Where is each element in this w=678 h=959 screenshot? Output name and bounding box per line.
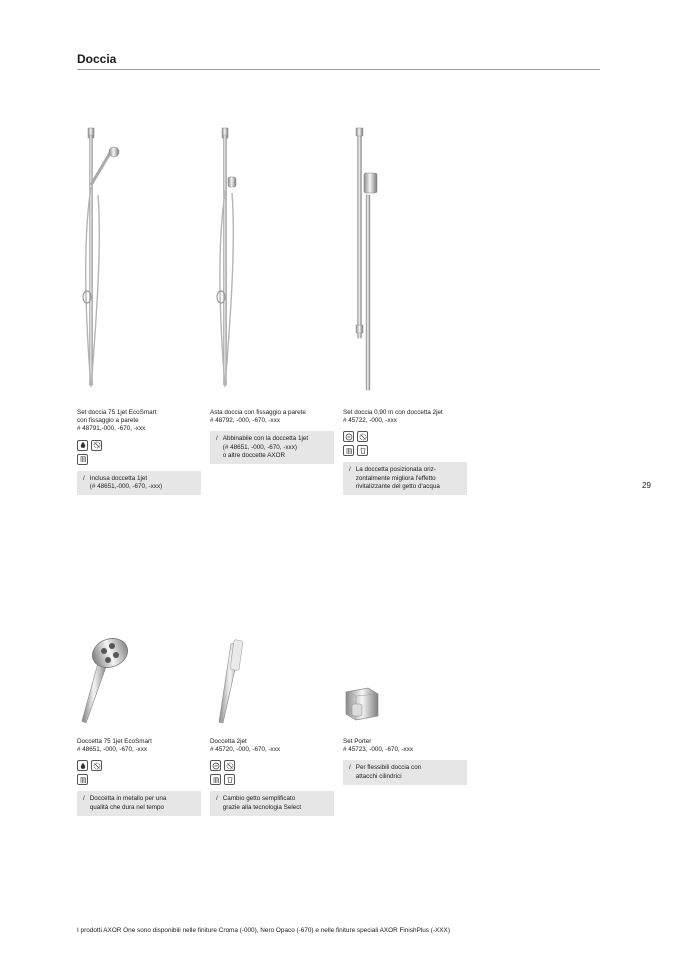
product-caption: Doccetta 2jet # 45720, -000, -670, -xxx <box>210 738 281 754</box>
select-icon <box>343 431 354 442</box>
product-card-hand-shower-2jet <box>210 738 334 816</box>
select-icon <box>210 760 221 771</box>
product-note: / Per flessibili doccia con attacchi cilindrici <box>343 760 467 784</box>
product-card-shower-set-2jet <box>343 409 467 495</box>
metal-icon <box>357 445 368 456</box>
ecosmart-icon <box>77 760 88 771</box>
product-caption: Set Porter # 45723, -000, -670, -xxx <box>343 738 414 754</box>
jet-icon <box>357 431 368 442</box>
product-caption: Doccetta 75 1jet EcoSmart # 48651, -000, -670, -xxx <box>77 738 152 754</box>
product-card-wall-bar <box>210 409 334 464</box>
product-caption: Set doccia 0,90 m con doccetta 2jet # 45722, -000, -xxx <box>343 409 443 425</box>
product-note: / Cambio getto semplificato grazie alla tecnologia Select <box>210 791 334 815</box>
hand-shower-1jet-image <box>76 633 132 725</box>
product-card-hand-shower-1jet <box>77 738 201 816</box>
title-divider <box>77 69 600 70</box>
hand-shower-2jet-image <box>215 636 245 726</box>
product-note: / La doccetta posizionata oriz- zontalmente migliora l'effetto rivitalizzante del getto d'acqua <box>343 462 467 495</box>
jet-icon <box>224 760 235 771</box>
shower-set-1jet-image <box>78 125 128 393</box>
wall-bar-image <box>210 125 250 393</box>
porter-set-image <box>342 686 382 722</box>
product-card-shower-set-1jet <box>77 409 201 495</box>
product-caption: Set doccia 75 1jet EcoSmart con fissaggio a parete # 48791,-000, -670, -xxx <box>77 409 157 433</box>
section-title: Doccia <box>77 52 117 66</box>
quickclean-icon <box>77 774 88 785</box>
metal-icon <box>224 774 235 785</box>
product-card-porter-set <box>343 738 467 785</box>
footer-finishes-note: I prodotti AXOR One sono disponibili nelle finiture Croma (-000), Nero Opaco (-670) e nelle finiture speciali AXOR FinishPlus (-XXX) <box>77 927 450 934</box>
product-caption: Asta doccia con fissaggio a parete # 48792, -000, -670, -xxx <box>210 409 306 425</box>
jet-icon <box>91 760 102 771</box>
ecosmart-icon <box>77 440 88 451</box>
product-note: / Doccetta in metallo per una qualità che dura nel tempo <box>77 791 201 815</box>
quickclean-icon <box>77 454 88 465</box>
jet-icon <box>91 440 102 451</box>
shower-set-2jet-image <box>345 125 385 393</box>
product-note: / Inclusa doccetta 1jet (# 48651,-000, -670, -xxx) <box>77 471 201 495</box>
quickclean-icon <box>210 774 221 785</box>
page-number: 29 <box>642 481 651 490</box>
product-note: / Abbinabile con la doccetta 1jet (# 48651, -000, -670, -xxx) o altre doccette AXOR <box>210 431 334 464</box>
quickclean-icon <box>343 445 354 456</box>
